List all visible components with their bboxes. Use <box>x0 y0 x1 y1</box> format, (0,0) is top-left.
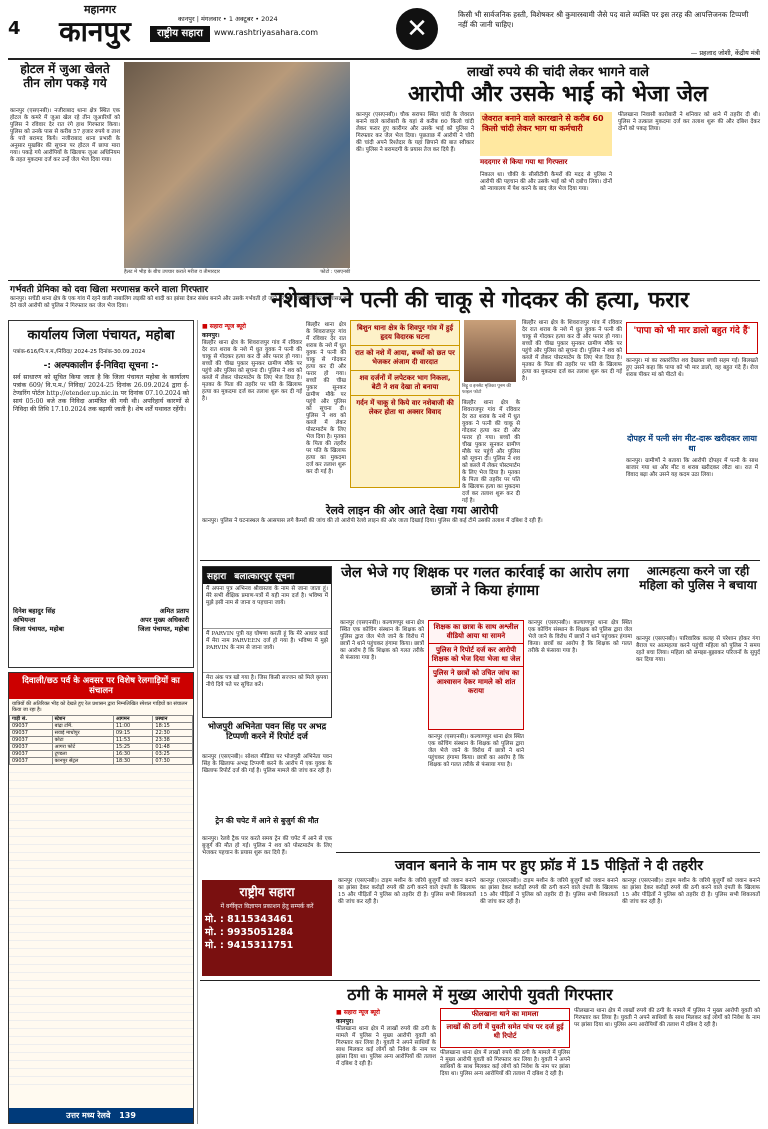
bottom-box <box>440 1008 570 1048</box>
booking-phone-1[interactable]: मो. : 8115343461 <box>205 914 294 925</box>
teacher-box-3: पुलिस ने छात्रों को उचित जांच का आश्वासन देकर मामले को शांत कराया <box>432 669 520 695</box>
fraud-body-2: कानपुर (एसएनबी)। टाइम मशीन के जरिये बुजुर्गों को जवान बनाने का झांसा देकर करोड़ों रुपये की ठगी करने वाले दंपती के खिलाफ 15 और पीड़ितों ने पुलिस को तहरीर दी है। पुलिस सभी शिकायतों की जांच कर रही है। <box>480 878 618 905</box>
victim-photo <box>464 320 516 382</box>
kicker-silver: लाखों रुपये की चांदी लेकर भागने वाले <box>467 65 649 80</box>
tender-subtitle: -: अल्पकालीन ई-निविदा सूचना :- <box>43 361 159 371</box>
train-table-cell: 22:30 <box>153 730 193 737</box>
lead-body-2: बिल्हौर थाना क्षेत्र के शिवराजपुर गांव में रविवार देर रात शराब के नशे में धुत युवक ने पत्नी की चाकू से गोदकर हत्या कर दी और फरार हो गया। बच्चों की चीख पुकार सुनकर ग्रामीण मौके पर पहुंचे और पुलिस को सूचना दी। पुलिस ने शव को कब्जे में लेकर पोस्टमार्टम के लिए भेज दिया है। मृतका के पिता की तहरीर पर पति के खिलाफ हत्या का मुकदमा दर्ज कर तलाश शुरू कर दी गई है। <box>306 322 346 475</box>
teacher-body-1: कानपुर (एसएनबी)। कल्याणपुर थाना क्षेत्र स्थित एक कोचिंग संस्थान के शिक्षक को पुलिस द्वारा जेल भेजे जाने के विरोध में छात्रों ने थाने पहुंचकर हंगामा किया। छात्रों का आरोप है कि शिक्षक को गलत तरीके से फंसाया गया है। <box>340 620 424 661</box>
divider-4 <box>200 980 760 981</box>
silver-highlight-box: जेवरात बनाने वाले कारखाने से करीब 60 किलो चांदी लेकर भाग था कर्मचारी <box>480 112 612 156</box>
bottom-dateline: कानपुर। <box>336 1018 354 1025</box>
classified-body-3: मेरा अंक पत्र खो गया है। जिस किसी सज्जन को मिले कृपया नीचे दिये पते पर सूचित करें। <box>203 672 331 712</box>
train-table-cell: 18:15 <box>153 723 193 730</box>
pullquote-3: शव दर्जनों में लपेटकर भाग निकला, बेटी ने शव देखा तो बनाया <box>351 371 459 396</box>
train-table-row <box>10 737 193 744</box>
photo-caption-hospital: हैलट में भीड़ के बीच उपचार कराते मरीज व तीमारदार <box>124 269 220 275</box>
train-table-cell: 09037 <box>10 751 53 758</box>
divider-3 <box>336 852 760 853</box>
silver-highlight-2: मददगार से किया गया था गिरफ्तार <box>480 158 568 166</box>
headline-train-accident: ट्रेन की चपेट में आने से बुजुर्ग की मौत <box>215 816 319 825</box>
train-table-cell: कानपुर सेंट्रल <box>52 758 113 765</box>
divider-1 <box>8 280 760 281</box>
train-table-row <box>10 723 193 730</box>
train-table-cell: 09:15 <box>113 730 153 737</box>
railway-ad-title: दिवाली/छठ पर्व के अवसर पर विशेष रेलगाड़ियों का संचालन <box>9 673 193 699</box>
classified-body-2: मैं PARVIN पुत्री यह घोषणा करती हूं कि मेरे आधार कार्ड में मेरा नाम PARVEEN दर्ज हो गया है। भविष्य में मुझे PARVIN के नाम से जाना जाये। <box>203 628 331 672</box>
masthead-quote: किसी भी सार्वजनिक हस्ती, विशेषकर श्री कुमारस्वामी जैसे पद वाले व्यक्ति पर इस तरह की आपत्तिजनक टिप्पणी नहीं की जानी चाहिए। <box>458 10 749 29</box>
bottom-body-3: फीलखाना थाना क्षेत्र में लाखों रुपये की ठगी के मामले में पुलिस ने मुख्य आरोपी युवती को गिरफ्तार कर लिया है। युवती ने अपने साथियों के साथ मिलकर कई लोगों को निवेश के नाम पर झांसा दिया था। पुलिस अन्य आरोपियों की तलाश में दबिश दे रही है। <box>574 1008 760 1028</box>
classified-title: बलात्कारपुर सूचना <box>234 572 295 582</box>
teacher-box <box>428 620 524 730</box>
train-table-cell: कोटा <box>52 737 113 744</box>
bottom-body-1: फीलखाना थाना क्षेत्र में लाखों रुपये की ठगी के मामले में पुलिस ने मुख्य आरोपी युवती को गिरफ्तार कर लिया है। युवती ने अपने साथियों के साथ मिलकर कई लोगों को निवेश के नाम पर झांसा दिया था। पुलिस अन्य आरोपियों की तलाश में दबिश दे रही है। <box>336 1026 436 1067</box>
page-number: 4 <box>8 18 21 39</box>
headline-bhojpuri: भोजपुरी अभिनेता पवन सिंह पर अभद्र टिप्पणी करने में रिपोर्ट दर्ज <box>207 722 327 742</box>
tender-sign-1-place: जिला पंचायत, महोबा <box>13 625 64 633</box>
train-table-cell: 18:30 <box>113 758 153 765</box>
railway-ad-footer-text: उत्तर मध्य रेलवे <box>66 1111 111 1120</box>
bhojpuri-body: कानपुर (एसएनबी)। सोशल मीडिया पर भोजपुरी अभिनेता पवन सिंह के खिलाफ अभद्र टिप्पणी करने के आरोप में एक युवक के खिलाफ रिपोर्ट दर्ज की गई है। पुलिस मामले की जांच कर रही है। <box>202 754 332 774</box>
train-table-cell: 09037 <box>10 744 53 751</box>
train-table-cell: 07:30 <box>153 758 193 765</box>
train-table-cell: टूण्डला <box>52 751 113 758</box>
train-table-cell: 09037 <box>10 758 53 765</box>
lead-side-kicker: 'पापा को भी मार डालो बहुत गंदे हैं' <box>626 322 758 354</box>
lead-byline: ■ सहारा न्यूज ब्यूरो <box>202 323 246 330</box>
railway-ad-note: यात्रियों की अतिरिक्त भीड़ को देखते हुए रेल प्रशासन द्वारा निम्नलिखित स्पेशल गाड़ियों का संचालन किया जा रहा है। <box>12 701 188 713</box>
train-table-cell: स्टेशन <box>52 716 113 723</box>
tender-sign-2-name: अमित प्रताप <box>159 607 189 615</box>
quote-author: — प्रहलाद जोशी, केंद्रीय मंत्री <box>690 49 760 57</box>
train-table-cell: 11:53 <box>113 737 153 744</box>
train-table-cell: सवाई माधोपुर <box>52 730 113 737</box>
lead-side-sub: दोपहर में पत्नी संग मीट-दारू खरीदकर लाया था <box>627 434 757 453</box>
classified-logo: सहारा <box>207 572 227 582</box>
story-silver-body-2: निकाल था। चौकी के सीसीटीवी कैमरों की मदद से पुलिस ने आरोपी की पहचान की और उसके भाई को भी दबोच लिया। दोनों को न्यायालय में पेश करने के बाद जेल भेज दिया गया। <box>480 172 612 192</box>
tender-notice <box>8 320 194 668</box>
classified-body-1: मैं अपना पुत्र अभिनव श्रीवास्तव के नाम से जाना जाता हूं। मेरे सभी शैक्षिक प्रमाण-पत्रों में यही नाम दर्ज है। भविष्य में मुझे इसी नाम से जाना व पहचाना जाये। <box>206 586 328 606</box>
railway-ad-body-fill <box>9 765 193 1085</box>
train-table-row <box>10 758 193 765</box>
pullquote-4: गर्दन में चाकू से किये वार नशेबाजी की लेकर होता था अक्सर विवाद <box>356 399 454 416</box>
train-table-cell: 15:25 <box>113 744 153 751</box>
pullquote-1: बिशुन थाना क्षेत्र के शिवपुर गांव में हुई हृदय विदारक घटना <box>351 321 459 346</box>
fraud-body-3: कानपुर (एसएनबी)। टाइम मशीन के जरिये बुजुर्गों को जवान बनाने का झांसा देकर करोड़ों रुपये की ठगी करने वाले दंपती के खिलाफ 15 और पीड़ितों ने पुलिस को तहरीर दी है। पुलिस सभी शिकायतों की जांच कर रही है। <box>622 878 760 905</box>
train-table-cell: प्रस्थान <box>153 716 193 723</box>
photo-credit-hospital: फोटो : एसएनबी <box>320 269 350 275</box>
tender-sign-2-role: अपर मुख्य अधिकारी <box>140 616 189 624</box>
teacher-body-3: कानपुर (एसएनबी)। कल्याणपुर थाना क्षेत्र स्थित एक कोचिंग संस्थान के शिक्षक को पुलिस द्वारा जेल भेजे जाने के विरोध में छात्रों ने थाने पहुंचकर हंगामा किया। छात्रों का आरोप है कि शिक्षक को गलत तरीके से फंसाया गया है। <box>528 620 632 654</box>
hospital-photo <box>124 62 350 268</box>
train-table-cell: 09037 <box>10 737 53 744</box>
lead-body-4: बिल्हौर थाना क्षेत्र के शिवराजपुर गांव में रविवार देर रात शराब के नशे में धुत युवक ने पत्नी की चाकू से गोदकर हत्या कर दी और फरार हो गया। बच्चों की चीख पुकार सुनकर ग्रामीण मौके पर पहुंचे और पुलिस को सूचना दी। पुलिस ने शव को कब्जे में लेकर पोस्टमार्टम के लिए भेज दिया है। मृतका के पिता की तहरीर पर पति के खिलाफ हत्या का मुकदमा दर्ज कर तलाश शुरू कर दी गई है। <box>522 320 622 382</box>
website[interactable]: www.rashtriyasahara.com <box>214 28 319 37</box>
train-table-row <box>10 751 193 758</box>
teacher-box-2: पुलिस ने रिपोर्ट दर्ज कर आरोपी शिक्षक को भेज दिया भेजा था जेल <box>429 644 523 667</box>
headline-railway-line: रेलवे लाइन की ओर आते देखा गया आरोपी <box>325 504 499 517</box>
train-table-cell: 11:00 <box>113 723 153 730</box>
tender-body: सर्व साधारण को सूचित किया जाता है कि जिला पंचायत महोबा के कार्यालय पत्रांक 609/ वि.प.म./ निविदा/ 2024-25 दिनांक 26.09.2024 द्वारा ई-टेण्डरिंग पोर्टल http://etender.up.nic.in पर दिनांक 07.10.2024 को सायं 05:00 बजे तक निविदा आमंत्रित की गयी थी। अपरिहार्य कारणों से निविदा की तिथि 17.10.2024 तक बढ़ायी जाती है। शेष शर्तें यथावत रहेंगी। <box>13 374 189 413</box>
lead-side-body-2: कानपुर। ग्रामीणों ने बताया कि आरोपी दोपहर में पत्नी के साथ बाजार गया था और मीट व शराब खरीदकर लौटा था। रात में विवाद बढ़ा और उसने यह कदम उठा लिया। <box>626 458 758 478</box>
train-table-cell: आगमन <box>113 716 153 723</box>
edition-top: महानगर <box>83 3 117 16</box>
bottom-box-2: लाखों की ठगी में युवती समेत पांच पर दर्ज हुई थी रिपोर्ट <box>446 1023 564 1040</box>
train-table-row <box>10 744 193 751</box>
lead-pullquote-box <box>350 320 460 488</box>
headline-pregnant: गर्भवती प्रेमिका को दवा खिला मरणासन्न करने वाला गिरफ्तार <box>10 285 209 295</box>
suicide-body: कानपुर (एसएनबी)। पारिवारिक कलह से परेशान होकर गंगा बैराज पर आत्महत्या करने पहुंची महिला को पुलिस ने समय रहते बचा लिया। महिला को समझा-बुझाकर परिजनों के सुपुर्द कर दिया गया। <box>636 636 760 663</box>
railway-line-body: कानपुर। पुलिस ने घटनास्थल के आसपास लगे कैमरों की जांच की तो आरोपी रेलवे लाइन की ओर जाता दिखाई दिया। पुलिस की कई टीमें उसकी तलाश में दबिश दे रही हैं। <box>202 518 543 524</box>
train-table-cell: 16:30 <box>113 751 153 758</box>
railway-ad <box>8 672 194 1124</box>
lead-side-body: कानपुर। मां का रक्तरंजित शव देखकर बच्ची सहम गई। बिलखते हुए उसने कहा कि पापा को भी मार डालो, वह बहुत गंदे हैं। रोज शराब पीकर मां को पीटते थे। <box>626 358 758 378</box>
train-table-cell: गाड़ी सं. <box>10 716 53 723</box>
bottom-byline: ■ सहारा न्यूज ब्यूरो <box>336 1009 380 1016</box>
tender-sign-2-place: जिला पंचायत, महोबा <box>138 625 189 633</box>
bottom-body-2: फीलखाना थाना क्षेत्र में लाखों रुपये की ठगी के मामले में पुलिस ने मुख्य आरोपी युवती को गिरफ्तार कर लिया है। युवती ने अपने साथियों के साथ मिलकर कई लोगों को निवेश के नाम पर झांसा दिया था। पुलिस अन्य आरोपियों की तलाश में दबिश दे रही है। <box>440 1050 570 1077</box>
story-silver-body-3: फीलखाना निवासी कारोबारी ने शनिवार को थाने में तहरीर दी थी। पुलिस ने तत्काल मुकदमा दर्ज कर तलाश शुरू की और दबिश देकर दोनों को पकड़ लिया। <box>618 112 760 132</box>
vrule-1 <box>197 320 198 1124</box>
teacher-body-2: कानपुर (एसएनबी)। कल्याणपुर थाना क्षेत्र स्थित एक कोचिंग संस्थान के शिक्षक को पुलिस द्वारा जेल भेजे जाने के विरोध में छात्रों ने थाने पहुंचकर हंगामा किया। छात्रों का आरोप है कि शिक्षक को गलत तरीके से फंसाया गया है। <box>428 734 524 768</box>
headline-gambling: होटल में जुआ खेलते तीन लोग पकड़े गये <box>20 62 110 90</box>
train-table-cell: 03:25 <box>153 751 193 758</box>
tender-ref: पत्रांक-616/नि.प.म./निविदा/ 2024-25 दिनांक-30.09.2024 <box>13 349 146 355</box>
helpline-number: 139 <box>119 1111 136 1120</box>
headline-teacher: जेल भेजे गए शिक्षक पर गलत कार्रवाई का आरोप लगा छात्रों ने किया हंगामा <box>341 565 629 599</box>
teacher-box-1: शिक्षक का छात्रा के साथ अश्लील वीडियो आया था सामने <box>429 621 523 644</box>
train-accident-body: कानपुर। रेलवे ट्रैक पार करते समय ट्रेन की चपेट में आने से एक बुजुर्ग की मौत हो गई। पुलिस ने शव को पोस्टमार्टम के लिए भेजकर पहचान के प्रयास शुरू कर दिये हैं। <box>202 836 332 856</box>
headline-suicide: आत्महत्या करने जा रही महिला को पुलिस ने बचाया <box>639 564 757 592</box>
pullquote-2: रात को नशे में आया, बच्चों को छत पर भेजकर अंजाम दी वारदात <box>351 346 459 371</box>
train-table-cell: बांद्रा टर्मि. <box>52 723 113 730</box>
train-table-cell: 01:48 <box>153 744 193 751</box>
divider-2 <box>200 560 760 561</box>
edition-name: कानपुर <box>59 15 131 48</box>
masthead-rule <box>8 58 760 60</box>
train-table-header <box>10 716 193 723</box>
booking-subtitle: में वर्गीकृत विज्ञापन प्रकाशन हेतु सम्पर्क करें <box>220 903 314 910</box>
paper-logo: राष्ट्रीय सहारा <box>150 26 210 42</box>
train-table-row <box>10 730 193 737</box>
train-table-cell: 09037 <box>10 723 53 730</box>
train-table-cell: 09037 <box>10 730 53 737</box>
booking-phone-3[interactable]: मो. : 9415311751 <box>205 940 294 951</box>
headline-fraud: जवान बनाने के नाम पर हुए फ्रॉड में 15 पीड़ितों ने दी तहरीर <box>395 858 703 874</box>
story-pregnant-body: कानपुर। सचेंडी थाना क्षेत्र के एक गांव में रहने वाली नाबालिग लड़की को शादी का झांसा देकर संबंध बनाने और उसके गर्भवती हो जाने पर उसे दवा खिलाकर मरणासन्न कर देने वाले आरोपी को पुलिस ने गिरफ्तार कर जेल भेज दिया। <box>10 296 350 309</box>
story-gambling-body: कानपुर (एसएनबी)। नजीराबाद थाना क्षेत्र स्थित एक होटल के कमरे में जुआ खेल रहे तीन जुआरियों को पुलिस ने रविवार देर रात रंगे हाथ गिरफ्तार किया। पुलिस को उनके पास से करीब 57 हजार रुपये व ताश के पत्ते बरामद किये। नजीराबाद थाना प्रभारी के अनुसार मुखबिर की सूचना पर होटल में छापा मारा गया। पकड़े गये आरोपियों के खिलाफ जुआ अधिनियम के तहत मुकदमा दर्ज कर उन्हें जेल भेज दिया गया। <box>10 108 120 163</box>
tender-title: कार्यालय जिला पंचायत, महोबा <box>27 328 175 343</box>
railway-ad-footer <box>9 1108 193 1123</box>
headline-lead: नशेबाज ने पत्नी की चाकू से गोदकर की हत्या, फरार <box>271 288 689 313</box>
tender-sign-1-name: दिनेश बहादुर सिंह <box>13 607 56 615</box>
victim-photo-caption: बिट्टू व इनसेट मृतिका पूनम की फाइल फोटो <box>462 384 512 395</box>
lead-body-1: बिल्हौर थाना क्षेत्र के शिवराजपुर गांव में रविवार देर रात शराब के नशे में धुत युवक ने पत्नी की चाकू से गोदकर हत्या कर दी और फरार हो गया। बच्चों की चीख पुकार सुनकर ग्रामीण मौके पर पहुंचे और पुलिस को सूचना दी। पुलिस ने शव को कब्जे में लेकर पोस्टमार्टम के लिए भेज दिया है। मृतका के पिता की तहरीर पर पति के खिलाफ हत्या का मुकदमा दर्ज कर तलाश शुरू कर दी गई है। <box>202 340 302 402</box>
dateline: कानपुर | मंगलवार • 1 अक्टूबर • 2024 <box>178 15 278 23</box>
bottom-box-1: फीलखाना थाने का मामला <box>441 1009 569 1021</box>
booking-phone-2[interactable]: मो. : 9935051284 <box>205 927 294 938</box>
classified-booking-box <box>202 880 332 976</box>
x-logo-icon: ✕ <box>396 8 438 50</box>
lead-body-3: बिल्हौर थाना क्षेत्र के शिवराजपुर गांव में रविवार देर रात शराब के नशे में धुत युवक ने पत्नी की चाकू से गोदकर हत्या कर दी और फरार हो गया। बच्चों की चीख पुकार सुनकर ग्रामीण मौके पर पहुंचे और पुलिस को सूचना दी। पुलिस ने शव को कब्जे में लेकर पोस्टमार्टम के लिए भेज दिया है। मृतका के पिता की तहरीर पर पति के खिलाफ हत्या का मुकदमा दर्ज कर तलाश शुरू कर दी गई है। <box>462 400 520 504</box>
train-table-cell: 23:38 <box>153 737 193 744</box>
fraud-body-1: कानपुर (एसएनबी)। टाइम मशीन के जरिये बुजुर्गों को जवान बनाने का झांसा देकर करोड़ों रुपये की ठगी करने वाले दंपती के खिलाफ 15 और पीड़ितों ने पुलिस को तहरीर दी है। पुलिस सभी शिकायतों की जांच कर रही है। <box>338 878 476 905</box>
train-table-cell: आगरा फोर्ट <box>52 744 113 751</box>
classified-section <box>202 566 332 718</box>
train-table <box>9 715 193 765</box>
tender-sign-1-role: अभियन्ता <box>13 616 36 624</box>
lead-dateline: कानपुर। <box>202 332 220 339</box>
headline-bottom: ठगी के मामले में मुख्य आरोपी युवती गिरफ्तार <box>347 985 613 1004</box>
story-silver-body: कानपुर (एसएनबी)। चौक सराफा स्थित चांदी के जेवरात बनाने वाले कारोबारी के यहां से करीब 60 किलो चांदी लेकर फरार हुए कारीगर और उसके भाई को पुलिस ने गिरफ्तार कर जेल भेज दिया। पूछताछ में आरोपी ने चोरी की चांदी अपने रिश्तेदार के यहां छिपाने की बात स्वीकार की। पुलिस ने बरामदगी के प्रयास तेज कर दिये हैं। <box>356 112 474 153</box>
booking-title: राष्ट्रीय सहारा <box>239 885 295 899</box>
headline-silver: आरोपी और उसके भाई को भेजा जेल <box>408 82 708 107</box>
